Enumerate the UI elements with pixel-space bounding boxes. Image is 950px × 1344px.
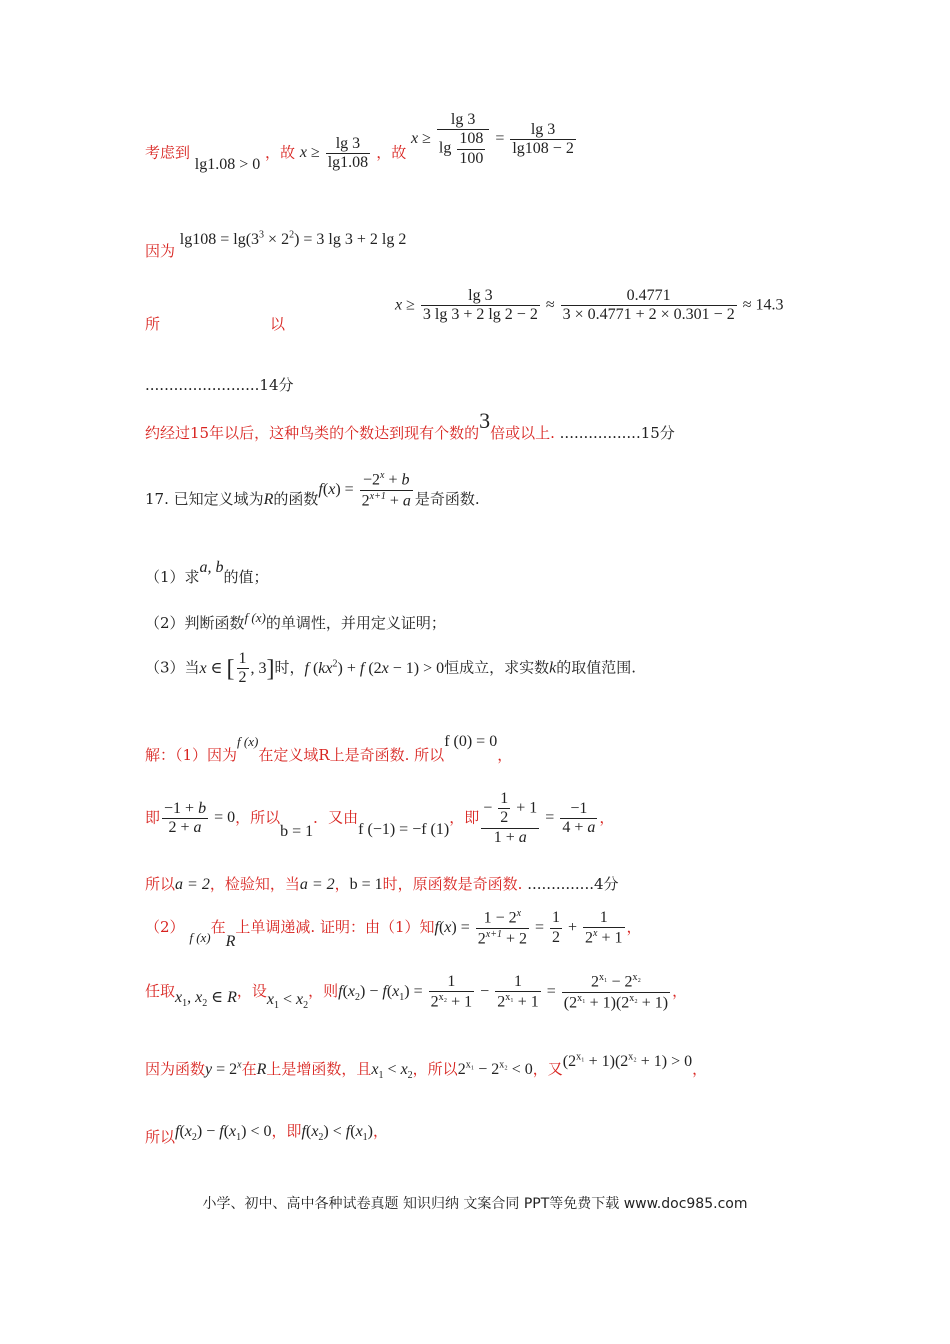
text: （1）求	[145, 568, 200, 586]
text: 在	[241, 1060, 257, 1078]
solution-part2-line2	[145, 972, 687, 1012]
solution-part2-line1	[145, 908, 642, 948]
math-f-neg1: f (−1) = −f (1)	[358, 821, 450, 839]
math-fx: f (x)	[244, 610, 266, 625]
score-15: .................15分	[559, 424, 675, 442]
math-fx: f (x)	[237, 734, 259, 749]
page-footer: 小学、初中、高中各种试卷真题 知识归纳 文案合同 PPT等免费下载 www.doc985.com	[202, 1196, 748, 1212]
text: ，即	[271, 1122, 302, 1140]
math-x-ge-lg3-over-lg108: x ≥ $\frac{\lg 3}{\lg 1.08}$	[299, 134, 369, 172]
text: 时，原函数是奇函数.	[382, 875, 523, 893]
text: 因为函数	[145, 1060, 206, 1078]
math-inequality: f $(kx^2) + f$ (2x − 1) > 0	[304, 658, 445, 677]
text: ，即	[449, 808, 480, 827]
math-product-positive: $(2^{x_1} + 1)(2^{x_2} + 1) > 0$	[562, 1051, 693, 1070]
text: 的单调性，并用定义证明；	[265, 614, 446, 632]
text: ，	[599, 808, 615, 827]
math-x1-x2-in-R: $x_1$, $x_2$ ∈ R	[175, 988, 237, 1010]
text: 是奇函数.	[414, 489, 480, 508]
text: ，又	[532, 1060, 563, 1078]
text: 在	[210, 917, 226, 936]
text: （2）判断函数	[145, 614, 245, 632]
text: 任取	[145, 981, 176, 1000]
text: 考虑到	[145, 143, 191, 162]
text: 的值；	[223, 568, 269, 586]
part-2	[145, 612, 446, 633]
text: 所以	[145, 1128, 176, 1146]
solution-part1-line2	[145, 790, 614, 847]
text: 所以	[145, 875, 176, 893]
problem-17-stem	[145, 470, 480, 510]
text: 因为	[145, 242, 176, 260]
text: ，	[334, 875, 350, 893]
solution-line-2	[145, 228, 407, 260]
text: ，设	[236, 981, 267, 1000]
part-1	[145, 556, 269, 586]
text: 上是增函数，且	[266, 1060, 372, 1078]
text: ，所以	[412, 1060, 458, 1078]
text: 的取值范围.	[556, 658, 637, 677]
solution-line-5	[145, 408, 675, 444]
text: ，	[373, 1122, 389, 1140]
math-fx: f (x)	[189, 929, 211, 945]
math-R: R	[225, 932, 236, 950]
math-x-in-interval: x ∈ [ $\frac{1}{2}$ , 3]	[199, 650, 275, 687]
score-14: ........................14分	[145, 376, 294, 394]
math-frac-eq-0: $\frac{-1 + b}{2 + a}$ = 0	[164, 799, 236, 837]
math-nested-frac: − $\frac{1}{2}$ + 1 1 + a = $\frac{-1}{4 + a}$	[483, 790, 596, 846]
math-lg108-expansion: $\lg 108 = \lg(3^3 \times 2^2) = 3$ lg 3 + 2 lg 2	[179, 229, 407, 248]
text: ，故	[265, 143, 296, 162]
text: ，	[672, 981, 688, 1000]
text: ，故	[376, 143, 407, 162]
math-b-eq-1: b = 1	[349, 876, 383, 893]
score-4: ..............4分	[527, 875, 619, 893]
text: 17. 已知定义域为	[145, 489, 264, 508]
math-lg108-gt0: lg1.08 > 0	[194, 156, 261, 174]
math-R: R	[256, 1061, 267, 1078]
math-3: 3	[479, 408, 491, 433]
math-x-ge-lg3-over-lg108-2: x ≥ lg 3 lg $\frac{108}{100}$ = $\frac{\lg 3}{\lg 108 - 2}$	[410, 111, 574, 167]
math-fx-decomposed: f(x) = $\frac{1 - 2^x}{2^{x+1} + 2}$ = $\frac{1}{2}$ + $\frac{1}{2^x + 1}$	[434, 908, 623, 948]
math-a-b: a, b	[199, 559, 224, 576]
text: 上单调递减. 证明：由（1）知	[235, 917, 435, 936]
solution-line-1	[145, 111, 578, 182]
part-3	[145, 650, 636, 688]
text: ，	[497, 746, 513, 764]
text: （3）当	[145, 658, 200, 677]
text: ，	[692, 1060, 708, 1078]
text: 解：（1）因为	[145, 746, 238, 764]
text: ，则	[308, 981, 339, 1000]
solution-part2-line4	[145, 1120, 389, 1146]
text: 时，	[274, 658, 305, 677]
math-f0-eq-0: f (0) = 0	[444, 733, 498, 750]
solution-part1-line1	[145, 730, 513, 764]
text: 即	[145, 808, 161, 827]
text: ．又由	[313, 808, 359, 827]
math-fx2-lt-fx1: $f(x_2) < f(x_1)$	[301, 1123, 373, 1144]
math-a-eq-2: a = 2	[175, 876, 210, 893]
math-difference: $f(x_2) - f(x_1)$ = $\frac{1}{2^{x_2} + 1}$ − $\frac{1}{2^{x_1} + 1}$ = $\frac{2^{x_1} - 2^{x_2}}{(2^{x_1} + 1)(2^{x_2} + 1)}$	[338, 972, 669, 1012]
text: ，所以	[235, 808, 281, 827]
text: 在定义域R上是奇函数. 所以	[258, 746, 445, 764]
solution-part2-line3	[145, 1051, 708, 1082]
math-x-approx-14-3: x ≥ $\frac{\lg 3}{3 \lg 3 + 2 \lg 2 - 2}$ ≈ $\frac{0.4771}{3 \times 0.4771 + 2 \times 0.301 - 2}$ ≈ 14.3	[395, 287, 784, 324]
math-k: k	[549, 659, 557, 677]
text: ，	[626, 917, 642, 936]
text: ，检验知，当	[209, 875, 300, 893]
text: 恒成立，求实数	[444, 658, 550, 677]
math-b-eq-1: b = 1	[280, 823, 314, 841]
text: 以	[270, 315, 286, 333]
math-x1-lt-x2: $x_1 < x_2$	[371, 1061, 413, 1082]
text: 倍或以上.	[490, 424, 555, 442]
text: 所	[145, 315, 161, 333]
math-y-eq-2x: $y = 2^x$	[205, 1059, 242, 1078]
text: （2）	[145, 917, 185, 936]
math-2x1-minus-2x2: $2^{x_1} - 2^{x_2} < 0$	[457, 1059, 533, 1078]
math-diff-lt-0: $f(x_2) - f(x_1) < 0$	[175, 1123, 272, 1144]
text: 的函数	[273, 489, 319, 508]
solution-part1-line3	[145, 873, 619, 894]
math-fx-definition: f(x) = $\frac{-2^x + b}{2^{x+1} + a}$	[318, 470, 411, 510]
math-x1-lt-x2: $x_1 < x_2$	[266, 990, 309, 1012]
math-a-eq-2: a = 2	[299, 876, 335, 893]
text: 约经过15年以后，这种鸟类的个数达到现有个数的	[145, 424, 480, 442]
math-R: R	[263, 490, 274, 508]
